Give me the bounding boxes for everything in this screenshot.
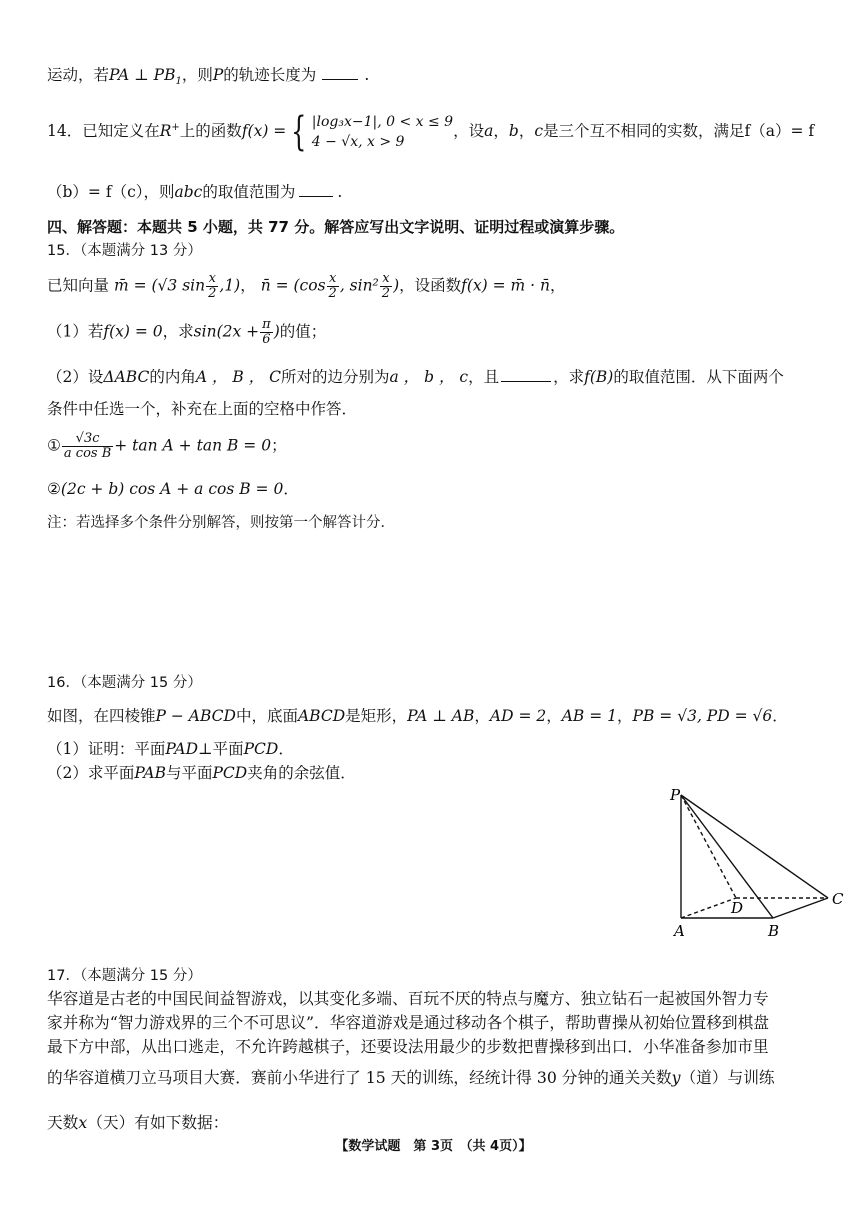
edge-pb bbox=[681, 795, 773, 918]
q15-part2 bbox=[47, 366, 784, 388]
q15-p2-sides: a ， b ， c bbox=[389, 368, 469, 386]
q16-line1-a: 如图，在四棱锥 bbox=[47, 707, 156, 725]
label-p: P bbox=[670, 786, 681, 804]
label-a: A bbox=[674, 922, 685, 940]
q15-header: 15．（本题满分 13 分） bbox=[47, 243, 202, 259]
q15-p1-expr: sin(2x + bbox=[193, 322, 260, 341]
q15-c1-den: a cos B bbox=[63, 446, 112, 461]
q14-c: c bbox=[534, 122, 544, 140]
q15-m-end: ,1) bbox=[219, 276, 241, 295]
q14-sep2: ， bbox=[518, 122, 535, 140]
q16-part1 bbox=[47, 738, 294, 760]
q15-p2-c: 所对的边分别为 bbox=[280, 368, 390, 386]
q17-l5-a: 天数 bbox=[47, 1113, 79, 1132]
q14-r: R bbox=[159, 122, 172, 140]
q14-text-b: ，设 bbox=[453, 122, 485, 140]
q14-case1: |log₃x−1|, 0 < x ≤ 9 bbox=[311, 114, 454, 130]
q14-answer-blank[interactable] bbox=[299, 182, 333, 197]
q17-line1: 华容道是古老的中国民间益智游戏，以其变化多端、百玩不厌的特点与魔方、独立钻石一起被国外智力专 bbox=[47, 989, 769, 1008]
q15-condition1 bbox=[47, 432, 287, 461]
q13-perp: PA ⊥ PB bbox=[109, 66, 176, 84]
q15-m-vector: m̄ = (√3 sin bbox=[113, 276, 206, 295]
q15-comma2: ， bbox=[550, 276, 566, 295]
edge-pd bbox=[681, 795, 736, 898]
q17-l5-b: （天）有如下数据： bbox=[87, 1113, 229, 1132]
q15-given bbox=[47, 272, 566, 301]
q13-text-b: ，则 bbox=[181, 66, 213, 84]
q16-p2-a: （2）求平面 bbox=[47, 764, 135, 782]
q14-line1 bbox=[47, 109, 815, 155]
q15-n-vector: n̄ = (cos bbox=[260, 276, 326, 295]
label-d: D bbox=[731, 899, 744, 917]
q15-n-mid: , sin² bbox=[339, 276, 379, 295]
q15-p1-close: ) bbox=[273, 322, 280, 341]
q14-text-c: 是三个互不相同的实数，满足 bbox=[543, 122, 745, 140]
q16-given bbox=[47, 705, 788, 727]
q15-frac-m-num: x bbox=[206, 272, 218, 287]
q15-p2-e: ，求 bbox=[553, 368, 585, 386]
q16-ab: AB = 1 bbox=[561, 707, 618, 725]
q16-ad: AD = 2 bbox=[489, 707, 547, 725]
q15-p2-tri: ΔABC bbox=[103, 368, 150, 386]
q15-frac-six: 6 bbox=[262, 332, 271, 347]
q15-frac-m bbox=[206, 272, 218, 301]
q14-piecewise bbox=[286, 109, 454, 155]
label-c: C bbox=[832, 890, 844, 908]
label-b: B bbox=[768, 922, 780, 940]
q15-fx: f(x) = m̄ · n̄ bbox=[461, 276, 551, 295]
q15-condition-blank[interactable] bbox=[501, 367, 551, 382]
q16-p2-c: 夹角的余弦值． bbox=[247, 764, 356, 782]
q16-abcd: ABCD bbox=[297, 707, 346, 725]
q14-brace: { bbox=[291, 109, 307, 155]
q14-a: a bbox=[484, 122, 494, 140]
q15-part2-line2: 条件中任选一个，补充在上面的空格中作答． bbox=[47, 400, 358, 418]
q16-end: ． bbox=[772, 707, 788, 725]
q14-fa: f（a）= f bbox=[744, 122, 815, 140]
q14-sup: + bbox=[171, 121, 180, 133]
q14-text-a: 上的函数 bbox=[179, 122, 242, 140]
q16-p1-pcd: PCD bbox=[243, 740, 279, 758]
q13-sub: 1 bbox=[175, 76, 182, 88]
q14-end: . bbox=[337, 183, 343, 201]
q15-c2-expr: (2c + b) cos A + a cos B = 0 bbox=[60, 480, 284, 498]
q15-c1-frac bbox=[62, 432, 113, 461]
q13-tail bbox=[47, 64, 369, 93]
q15-p2-f: 的取值范围．从下面两个 bbox=[613, 368, 784, 386]
q16-comma3: ， bbox=[617, 707, 633, 725]
q13-p: P bbox=[212, 66, 224, 84]
q16-p1-pad: PAD bbox=[165, 740, 199, 758]
q17-x: x bbox=[78, 1113, 88, 1132]
q14-line2-b: 的取值范围为 bbox=[202, 183, 296, 201]
q16-pb-pd: PB = √3, PD = √6 bbox=[632, 707, 773, 725]
q15-p1-math: f(x) = 0 bbox=[103, 322, 163, 341]
q15-comma1: ， bbox=[240, 276, 256, 295]
q16-p1-a: （1）证明：平面 bbox=[47, 740, 166, 758]
q15-frac-n2-den: 2 bbox=[381, 286, 391, 301]
q16-part2 bbox=[47, 762, 356, 784]
q16-p1-b: 平面 bbox=[212, 740, 244, 758]
q15-frac-n2 bbox=[380, 272, 392, 301]
q17-line2: 家并称为“智力游戏界的三个不可思议”．华容道游戏是通过移动各个棋子，帮助曹操从初始位置移到棋盘 bbox=[47, 1013, 769, 1032]
q17-line4 bbox=[47, 1067, 775, 1089]
q15-part1 bbox=[47, 318, 326, 347]
q16-header: 16．（本题满分 15 分） bbox=[47, 675, 202, 691]
edge-pc bbox=[681, 795, 828, 898]
q14-line2-a: （b）= f（c），则 bbox=[47, 183, 175, 201]
q15-n-end: ) bbox=[393, 276, 400, 295]
q16-perp: PA ⊥ AB bbox=[407, 707, 475, 725]
q15-condition2 bbox=[47, 478, 299, 500]
q17-line5 bbox=[47, 1112, 228, 1134]
q15-p1-c: 的值； bbox=[279, 322, 327, 341]
q14-func: f(x) = bbox=[241, 122, 287, 140]
q17-l4-b: （道）与训练 bbox=[680, 1068, 775, 1087]
q15-c2-end: ． bbox=[283, 480, 299, 498]
q15-frac-n2-num: x bbox=[380, 272, 392, 287]
q17-y: y bbox=[671, 1068, 681, 1087]
q14-case2: 4 − √x, x > 9 bbox=[311, 134, 405, 150]
q15-c1-num: √3c bbox=[62, 432, 113, 447]
q15-p2-angles: A ， B ， C bbox=[195, 368, 281, 386]
q15-frac-n1 bbox=[327, 272, 339, 301]
q16-comma2: ， bbox=[546, 707, 562, 725]
q15-given-b: ，设函数 bbox=[399, 276, 462, 295]
q17-header: 17．（本题满分 15 分） bbox=[47, 968, 202, 984]
q15-frac-n1-den: 2 bbox=[328, 286, 337, 301]
q16-pyramid-figure bbox=[660, 780, 860, 945]
edge-ad bbox=[681, 898, 736, 918]
q14-line2 bbox=[47, 181, 342, 203]
page-footer: 【数学试题 第 3页 （共 4页）】 bbox=[335, 1139, 532, 1154]
q16-p2-pcd: PCD bbox=[212, 764, 248, 782]
q15-p2-b: 的内角 bbox=[149, 368, 196, 386]
q15-c2-mark: ② bbox=[47, 480, 61, 498]
edge-bc bbox=[773, 898, 828, 918]
section4-heading: 四、解答题：本题共 5 小题，共 77 分。解答应写出文字说明、证明过程或演算步骤。 bbox=[47, 218, 625, 236]
q16-line1-c: 是矩形， bbox=[345, 707, 408, 725]
q16-pyramid: P − ABCD bbox=[155, 707, 236, 725]
q15-p1-b: ，求 bbox=[162, 322, 194, 341]
q13-answer-blank[interactable] bbox=[322, 65, 358, 80]
q15-p2-fb: f(B) bbox=[584, 368, 614, 386]
q16-p2-b: 与平面 bbox=[165, 764, 213, 782]
q15-frac-m-den: 2 bbox=[208, 286, 217, 301]
q15-c1-end: ； bbox=[271, 436, 287, 455]
q13-text: 运动，若 bbox=[47, 66, 110, 84]
q15-p1-a: （1）若 bbox=[47, 322, 104, 341]
q15-c1-mark: ① bbox=[47, 436, 61, 455]
q16-p1-perp: ⊥ bbox=[198, 740, 213, 758]
q16-comma1: ， bbox=[474, 707, 490, 725]
q13-text-c: 的轨迹长度为 bbox=[223, 66, 317, 84]
q15-c1-rest: + tan A + tan B = 0 bbox=[114, 436, 272, 455]
q14-b: b bbox=[508, 122, 519, 140]
q15-note: 注：若选择多个条件分别解答，则按第一个解答计分． bbox=[47, 515, 395, 531]
q15-frac-n1-num: x bbox=[327, 272, 339, 287]
q14-abc: abc bbox=[174, 183, 203, 201]
q16-p1-end: ． bbox=[278, 740, 294, 758]
q14-sep1: ， bbox=[493, 122, 509, 140]
q16-p2-pab: PAB bbox=[134, 764, 166, 782]
q14-cases bbox=[312, 112, 453, 152]
q15-frac-pi6 bbox=[260, 318, 273, 347]
q17-l4-a: 的华容道横刀立马项目大赛．赛前小华进行了 15 天的训练，经统计得 30 分钟的通关关数 bbox=[47, 1068, 672, 1087]
q17-line3: 最下方中部，从出口逃走，不允许跨越棋子，还要设法用最少的步数把曹操移到出口．小华准备参加市里 bbox=[47, 1037, 769, 1056]
q16-line1-b: 中，底面 bbox=[235, 707, 298, 725]
q13-end: . bbox=[364, 66, 370, 84]
q14-number: 14．已知定义在 bbox=[47, 122, 160, 140]
q15-given-a: 已知向量 bbox=[47, 276, 110, 295]
q15-p2-a: （2）设 bbox=[47, 368, 104, 386]
q15-p2-d: ，且 bbox=[468, 368, 500, 386]
q15-frac-pi: π bbox=[262, 317, 271, 332]
